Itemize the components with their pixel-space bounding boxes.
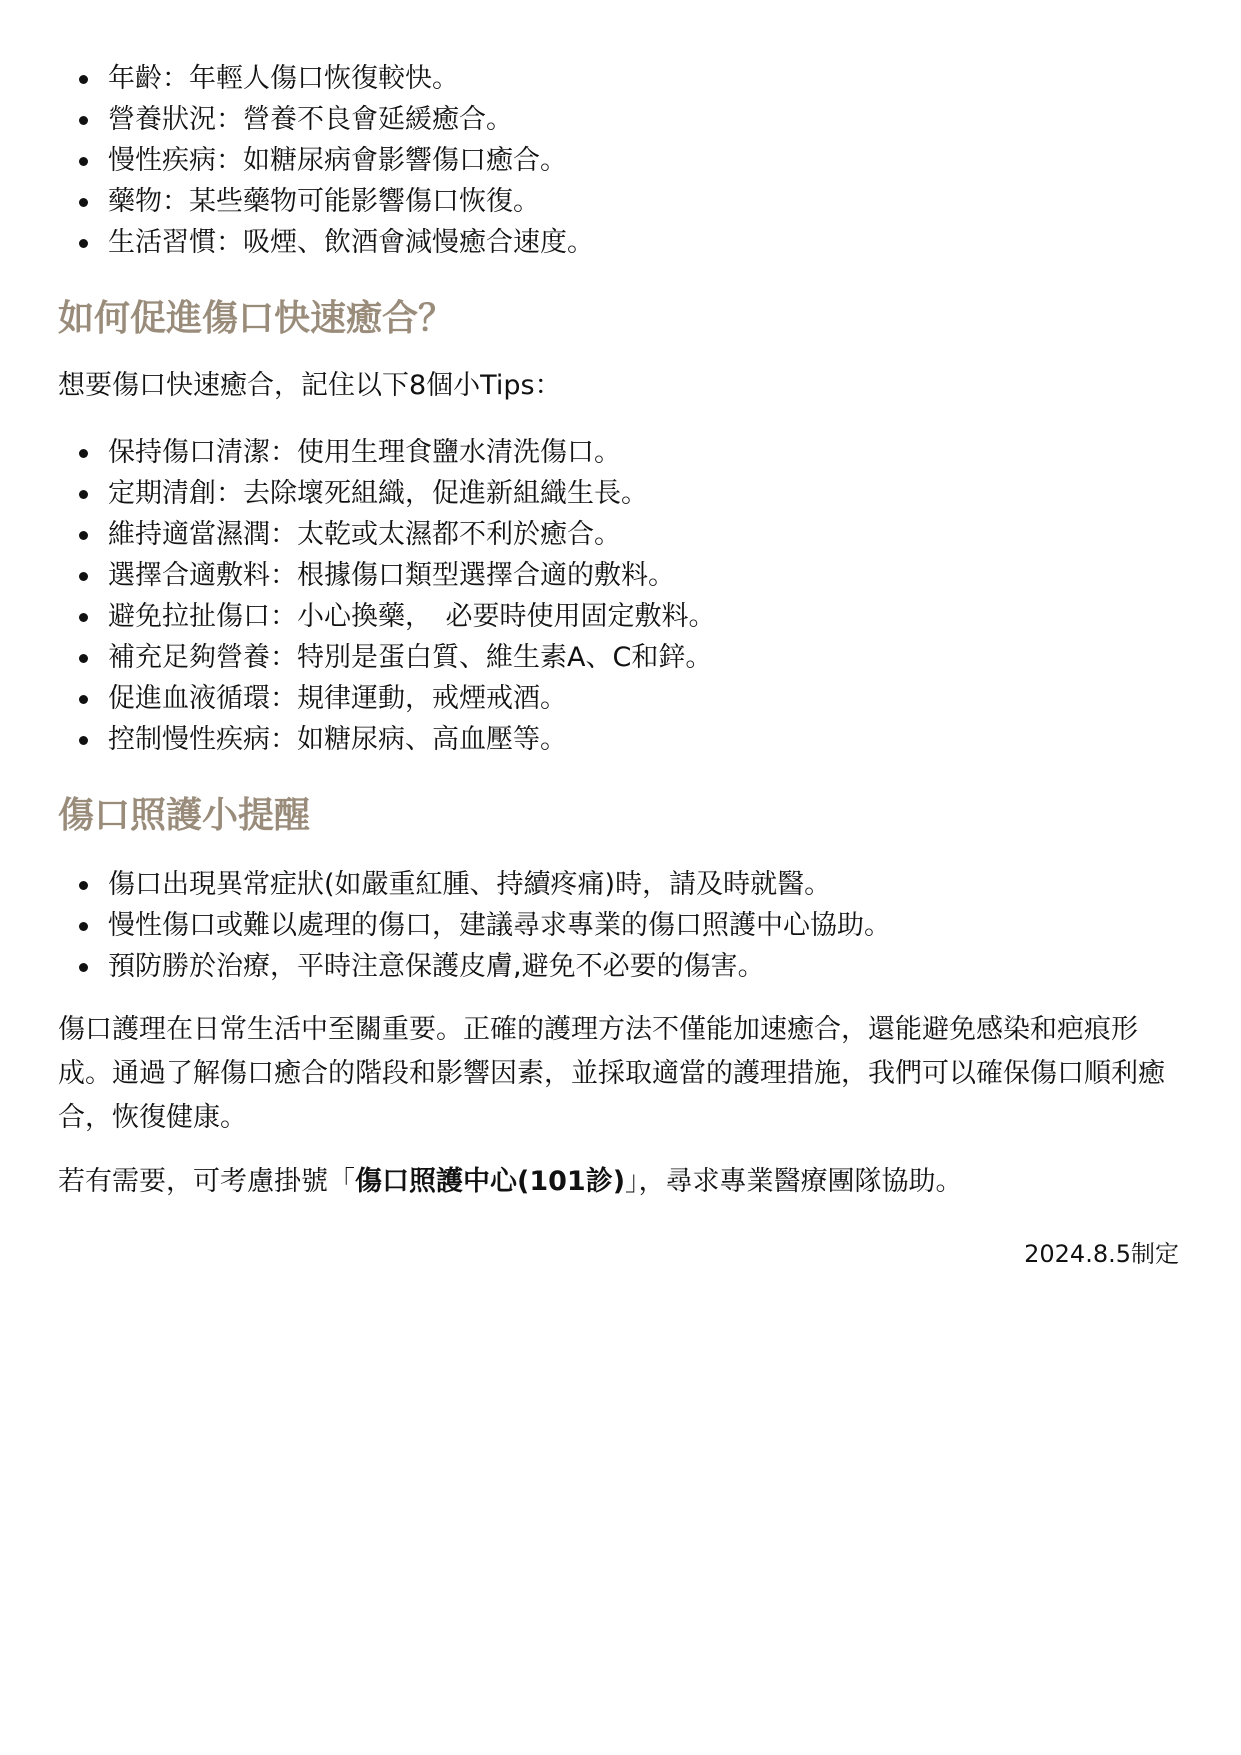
bullet-icon: [79, 572, 88, 581]
bullet-icon: [79, 239, 88, 248]
appointment-text-after: 」，尋求專業醫療團隊協助。: [625, 1166, 963, 1197]
list-item: [58, 58, 594, 99]
list-item-text: 營養狀況：營養不良會延緩癒合。: [108, 104, 513, 135]
bullet-icon: [79, 116, 88, 125]
list-item: [58, 946, 891, 987]
list-item: [58, 514, 716, 555]
bullet-icon: [79, 531, 88, 540]
list-item: [58, 596, 716, 637]
list-item: [58, 432, 716, 473]
list-item-text: 預防勝於治療，平時注意保護皮膚,避免不必要的傷害。: [108, 951, 765, 982]
list-item: [58, 99, 594, 140]
bullet-icon: [79, 963, 88, 972]
bullet-icon: [79, 654, 88, 663]
bullet-icon: [79, 736, 88, 745]
bullet-icon: [79, 157, 88, 166]
list-item: [58, 555, 716, 596]
tips-list: [58, 432, 716, 760]
tips-intro: 想要傷口快速癒合，記住以下8個小Tips：: [58, 370, 562, 401]
list-item: [58, 140, 594, 181]
bullet-icon: [79, 613, 88, 622]
reminders-list: [58, 864, 891, 987]
list-item-text: 促進血液循環：規律運動，戒煙戒酒。: [108, 683, 567, 714]
bullet-icon: [79, 490, 88, 499]
list-item: [58, 905, 891, 946]
list-item: [58, 637, 716, 678]
list-item-text: 藥物：某些藥物可能影響傷口恢復。: [108, 186, 540, 217]
appointment-paragraph: [58, 1160, 1181, 1204]
list-item-text: 補充足夠營養：特別是蛋白質、維生素A、C和鋅。: [108, 642, 713, 673]
section-heading-tips: 如何促進傷口快速癒合？: [58, 298, 455, 339]
bullet-icon: [79, 449, 88, 458]
list-item: [58, 864, 891, 905]
healing-factors-list: [58, 58, 594, 263]
summary-paragraph: 傷口護理在日常生活中至關重要。正確的護理方法不僅能加速癒合，還能避免感染和疤痕形成。通過了解傷口癒合的階段和影響因素，並採取適當的護理措施，我們可以確保傷口順利癒合，恢復健康。: [58, 1014, 1165, 1133]
list-item-text: 控制慢性疾病：如糖尿病、高血壓等。: [108, 724, 567, 755]
list-item: [58, 222, 594, 263]
bullet-icon: [79, 75, 88, 84]
list-item-text: 傷口出現異常症狀(如嚴重紅腫、持續疼痛)時，請及時就醫。: [108, 869, 832, 900]
bullet-icon: [79, 695, 88, 704]
list-item: [58, 181, 594, 222]
list-item: [58, 719, 716, 760]
bullet-icon: [79, 922, 88, 931]
list-item-text: 保持傷口清潔：使用生理食鹽水清洗傷口。: [108, 437, 621, 468]
list-item-text: 選擇合適敷料：根據傷口類型選擇合適的敷料。: [108, 560, 675, 591]
list-item-text: 維持適當濕潤：太乾或太濕都不利於癒合。: [108, 519, 621, 550]
clinic-name: 傷口照護中心(101診): [355, 1166, 626, 1197]
appointment-text-before: 若有需要，可考慮掛號「: [58, 1166, 355, 1197]
revision-date: 2024.8.5制定: [1024, 1240, 1179, 1268]
list-item-text: 定期清創：去除壞死組織，促進新組織生長。: [108, 478, 648, 509]
bullet-icon: [79, 198, 88, 207]
list-item-text: 慢性疾病：如糖尿病會影響傷口癒合。: [108, 145, 567, 176]
section-heading-reminders: 傷口照護小提醒: [58, 795, 311, 836]
bullet-icon: [79, 881, 88, 890]
list-item: [58, 678, 716, 719]
list-item-text: 慢性傷口或難以處理的傷口，建議尋求專業的傷口照護中心協助。: [108, 910, 891, 941]
list-item-text: 生活習慣：吸煙、飲酒會減慢癒合速度。: [108, 227, 594, 258]
list-item-text: 避免拉扯傷口：小心換藥， 必要時使用固定敷料。: [108, 601, 716, 632]
list-item-text: 年齡：年輕人傷口恢復較快。: [108, 63, 459, 94]
list-item: [58, 473, 716, 514]
